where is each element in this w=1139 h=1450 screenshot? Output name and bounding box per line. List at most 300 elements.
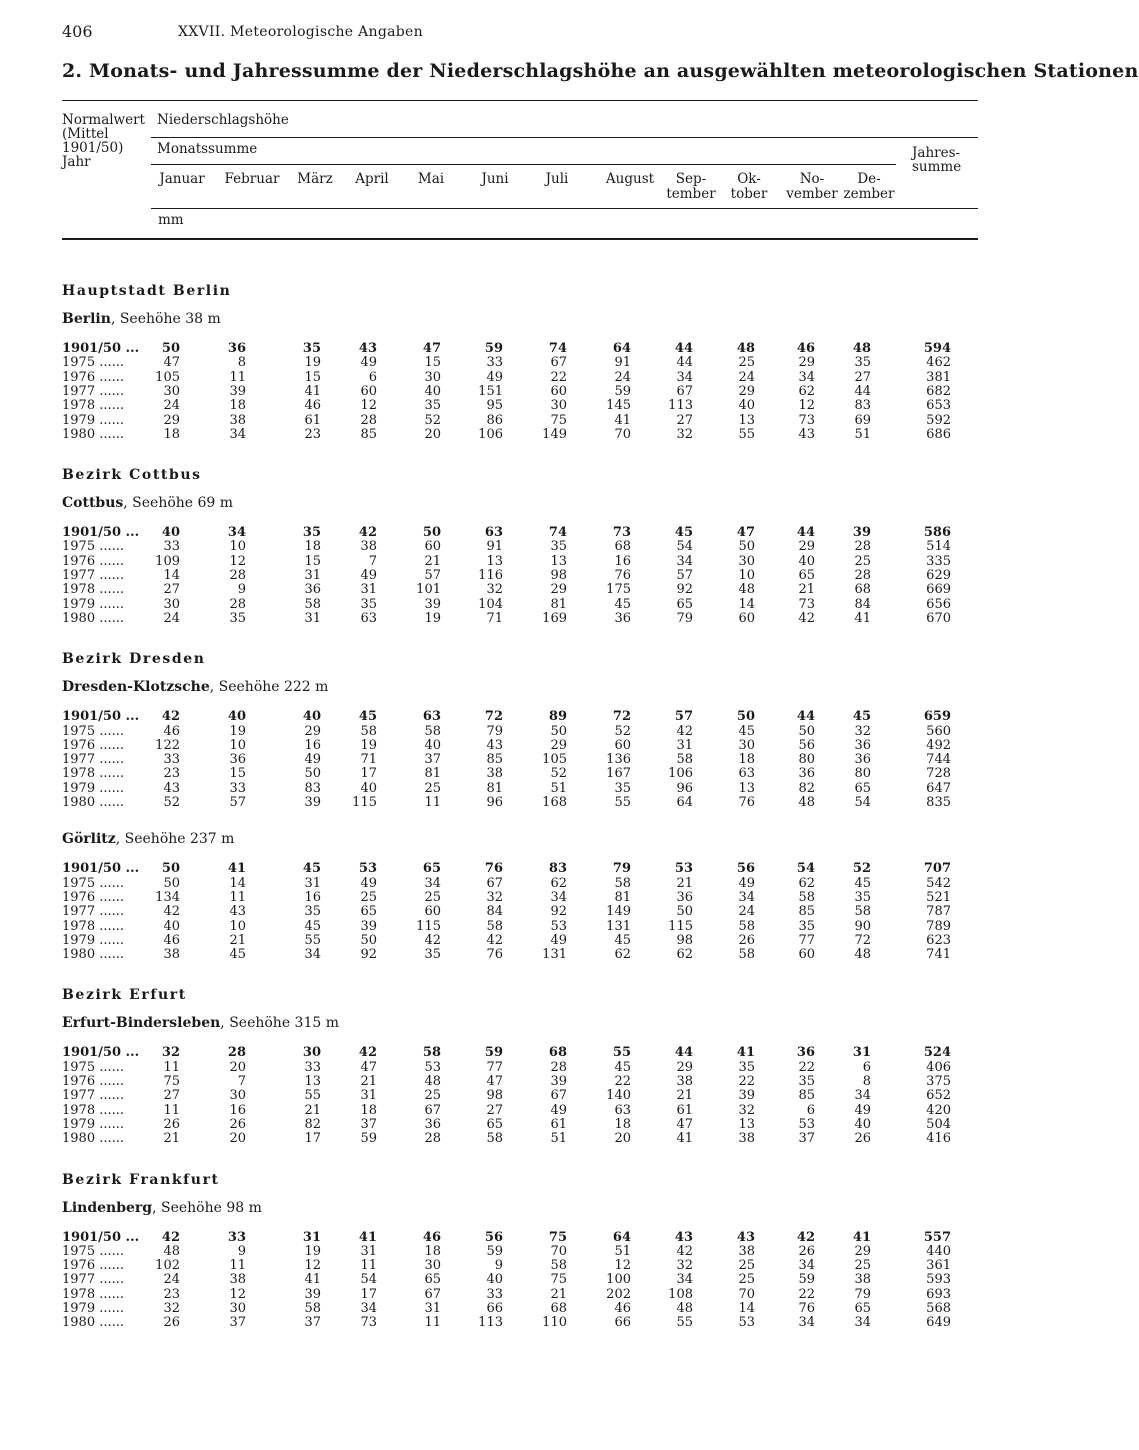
month-value-cell: 15: [424, 355, 441, 371]
month-value-cell: 32: [486, 582, 503, 598]
page-number: 406: [62, 22, 93, 41]
month-value-cell: 48: [736, 341, 755, 356]
table-row: [0, 1074, 1024, 1088]
month-value-cell: 22: [798, 1286, 815, 1302]
month-value-cell: 49: [738, 875, 755, 891]
month-value-cell: 167: [606, 766, 631, 782]
year-cell: 1901/50 ...: [62, 1045, 140, 1061]
year-cell: 1978 ......: [62, 1102, 125, 1118]
year-cell: 1975 ......: [62, 875, 125, 891]
month-value-cell: 52: [614, 723, 631, 739]
month-value-cell: 14: [229, 875, 246, 891]
month-header: März: [297, 171, 333, 187]
month-value-cell: 35: [798, 918, 815, 934]
month-value-cell: 34: [798, 369, 815, 385]
month-value-cell: 42: [796, 1229, 815, 1245]
year-cell: 1977 ......: [62, 904, 125, 920]
annual-total-cell: 560: [926, 723, 951, 739]
month-value-cell: 42: [163, 904, 180, 920]
month-header: zember: [843, 186, 895, 202]
month-value-cell: 13: [738, 1116, 755, 1132]
month-value-cell: 35: [360, 596, 377, 612]
month-value-cell: 58: [550, 1258, 567, 1274]
month-value-cell: 55: [304, 1088, 321, 1104]
month-value-cell: 85: [360, 426, 377, 442]
month-value-cell: 48: [424, 1074, 441, 1089]
month-value-cell: 58: [304, 1301, 321, 1316]
annual-total-cell: 649: [926, 1315, 951, 1331]
month-value-cell: 92: [676, 582, 693, 598]
month-value-cell: 11: [163, 1102, 180, 1118]
month-value-cell: 38: [738, 1243, 755, 1259]
month-value-cell: 41: [358, 1229, 377, 1245]
station-heading: [62, 311, 221, 327]
month-value-cell: 11: [229, 889, 246, 905]
month-value-cell: 63: [738, 766, 755, 782]
month-value-cell: 52: [550, 766, 567, 782]
month-value-cell: 85: [798, 1088, 815, 1104]
month-value-cell: 58: [422, 1045, 441, 1061]
month-value-cell: 62: [550, 875, 567, 891]
month-value-cell: 39: [424, 596, 441, 612]
month-value-cell: 10: [229, 737, 246, 753]
year-cell: 1980 ......: [62, 795, 125, 810]
month-value-cell: 57: [674, 709, 693, 725]
month-value-cell: 17: [360, 1286, 377, 1302]
month-value-cell: 17: [360, 766, 377, 782]
month-value-cell: 98: [676, 932, 693, 948]
month-value-cell: 13: [738, 780, 755, 796]
month-value-cell: 149: [606, 904, 631, 920]
month-value-cell: 24: [163, 398, 180, 414]
month-value-cell: 68: [550, 1301, 567, 1316]
month-value-cell: 24: [738, 369, 755, 385]
month-value-cell: 55: [676, 1315, 693, 1331]
month-value-cell: 23: [163, 766, 180, 782]
station-name: Lindenberg: [62, 1199, 153, 1216]
annual-total-cell: 659: [923, 709, 951, 725]
month-value-cell: 68: [854, 582, 871, 598]
month-value-cell: 43: [798, 426, 815, 442]
month-value-cell: 58: [676, 752, 693, 768]
annual-total-cell: 656: [926, 596, 951, 612]
month-value-cell: 45: [614, 932, 631, 948]
month-value-cell: 30: [738, 553, 755, 569]
station-heading: [62, 831, 234, 847]
month-value-cell: 43: [486, 737, 503, 753]
month-value-cell: 53: [798, 1116, 815, 1132]
year-cell: 1980 ......: [62, 610, 125, 626]
month-value-cell: 46: [163, 932, 180, 948]
month-value-cell: 31: [360, 1088, 377, 1104]
month-value-cell: 25: [854, 1258, 871, 1274]
unit-rule: [151, 208, 978, 209]
month-value-cell: 34: [229, 426, 246, 442]
month-value-cell: 79: [676, 610, 693, 626]
month-value-cell: 36: [229, 752, 246, 768]
month-value-cell: 49: [550, 932, 567, 948]
year-cell: 1979 ......: [62, 1116, 125, 1132]
year-cell: 1980 ......: [62, 426, 125, 442]
month-value-cell: 31: [852, 1045, 871, 1061]
month-value-cell: 49: [360, 355, 377, 371]
month-value-cell: 175: [606, 582, 631, 598]
table-row: [0, 1272, 1024, 1286]
month-value-cell: 59: [614, 383, 631, 399]
month-value-cell: 65: [854, 1301, 871, 1316]
month-value-cell: 38: [360, 539, 377, 555]
month-value-cell: 39: [304, 795, 321, 810]
month-value-cell: 60: [614, 737, 631, 753]
month-value-cell: 44: [796, 709, 815, 725]
month-value-cell: 43: [163, 780, 180, 796]
month-value-cell: 38: [486, 766, 503, 782]
region-heading: Hauptstadt Berlin: [62, 283, 232, 299]
month-value-cell: 53: [674, 861, 693, 877]
month-value-cell: 131: [542, 947, 567, 963]
month-value-cell: 33: [163, 539, 180, 555]
month-value-cell: 74: [548, 341, 567, 356]
month-value-cell: 53: [424, 1059, 441, 1075]
annual-header-line: summe: [912, 159, 962, 175]
annual-total-cell: 669: [926, 582, 951, 598]
month-value-cell: 40: [163, 918, 180, 934]
month-value-cell: 69: [854, 412, 871, 428]
year-cell: 1978 ......: [62, 582, 125, 598]
month-value-cell: 19: [304, 355, 321, 371]
station-name: Berlin: [62, 311, 111, 327]
month-value-cell: 61: [550, 1116, 567, 1132]
month-value-cell: 50: [161, 861, 180, 877]
month-value-cell: 20: [424, 426, 441, 442]
month-value-cell: 48: [798, 795, 815, 810]
year-cell: 1980 ......: [62, 1131, 125, 1147]
month-header: Mai: [417, 171, 445, 187]
year-cell: 1980 ......: [62, 947, 125, 963]
month-value-cell: 58: [486, 1131, 503, 1147]
month-value-cell: 27: [163, 582, 180, 598]
month-value-cell: 24: [614, 369, 631, 385]
month-value-cell: 83: [854, 398, 871, 414]
annual-total-cell: 416: [926, 1131, 951, 1147]
month-value-cell: 18: [163, 426, 180, 442]
month-value-cell: 45: [738, 723, 755, 739]
month-value-cell: 18: [424, 1243, 441, 1259]
table-row: [0, 861, 1024, 875]
month-value-cell: 71: [360, 752, 377, 768]
month-value-cell: 16: [229, 1102, 246, 1118]
month-header: August: [605, 171, 655, 187]
month-value-cell: 29: [738, 383, 755, 399]
month-value-cell: 80: [854, 766, 871, 782]
month-value-cell: 54: [796, 861, 815, 877]
month-header: Ok-: [737, 171, 761, 187]
month-value-cell: 12: [798, 398, 815, 414]
month-value-cell: 50: [161, 341, 180, 356]
table-row: [0, 933, 1024, 947]
month-value-cell: 41: [304, 383, 321, 399]
month-value-cell: 31: [360, 1243, 377, 1259]
year-cell: 1978 ......: [62, 1286, 125, 1302]
table-row: [0, 1131, 1024, 1145]
month-value-cell: 49: [360, 568, 377, 583]
month-value-cell: 30: [229, 1301, 246, 1316]
year-cell: 1977 ......: [62, 1088, 125, 1104]
station-elevation: , Seehöhe 315 m: [220, 1015, 340, 1032]
month-value-cell: 74: [548, 525, 567, 541]
month-value-cell: 25: [424, 1088, 441, 1104]
subgroup-header: Monatssumme: [157, 141, 258, 157]
month-header: Juli: [545, 171, 569, 187]
month-value-cell: 104: [478, 596, 503, 612]
month-value-cell: 67: [486, 875, 503, 891]
month-value-cell: 73: [798, 412, 815, 428]
region-heading: Bezirk Erfurt: [62, 987, 187, 1004]
station-name: Cottbus: [62, 495, 124, 512]
annual-total-cell: 420: [926, 1102, 951, 1118]
year-cell: 1978 ......: [62, 918, 125, 934]
month-value-cell: 46: [163, 723, 180, 739]
table-row: [0, 1103, 1024, 1117]
month-value-cell: 75: [163, 1074, 180, 1089]
month-value-cell: 11: [360, 1258, 377, 1274]
year-cell: 1976 ......: [62, 889, 125, 905]
month-value-cell: 11: [229, 369, 246, 385]
year-cell: 1975 ......: [62, 355, 125, 371]
year-cell: 1976 ......: [62, 369, 125, 385]
month-value-cell: 40: [798, 553, 815, 569]
month-value-cell: 6: [368, 369, 377, 385]
month-value-cell: 59: [486, 1243, 503, 1259]
annual-header-line: Jahres-: [912, 145, 961, 161]
month-value-cell: 50: [738, 539, 755, 555]
table-row: [0, 766, 1024, 780]
month-value-cell: 34: [854, 1315, 871, 1331]
month-value-cell: 83: [548, 861, 567, 877]
month-value-cell: 28: [550, 1059, 567, 1075]
annual-total-cell: 652: [926, 1088, 951, 1104]
month-value-cell: 50: [550, 723, 567, 739]
month-value-cell: 45: [614, 596, 631, 612]
month-value-cell: 65: [422, 861, 441, 877]
month-value-cell: 25: [360, 889, 377, 905]
month-value-cell: 9: [237, 582, 246, 598]
month-value-cell: 67: [424, 1102, 441, 1118]
station-name: Görlitz: [62, 831, 116, 848]
table-row: [0, 752, 1024, 766]
month-value-cell: 41: [852, 1229, 871, 1245]
table-row: [0, 781, 1024, 795]
month-value-cell: 41: [304, 1272, 321, 1288]
annual-total-cell: 406: [926, 1059, 951, 1075]
year-cell: 1975 ......: [62, 539, 125, 555]
month-value-cell: 26: [163, 1116, 180, 1132]
year-cell: 1980 ......: [62, 1315, 125, 1331]
table-row: [0, 539, 1024, 553]
month-value-cell: 53: [738, 1315, 755, 1331]
month-value-cell: 82: [798, 780, 815, 796]
month-value-cell: 89: [548, 709, 567, 725]
month-value-cell: 66: [614, 1315, 631, 1331]
month-value-cell: 71: [486, 610, 503, 626]
month-value-cell: 105: [155, 369, 180, 385]
table-row: [0, 876, 1024, 890]
month-value-cell: 32: [676, 1258, 693, 1274]
annual-total-cell: 586: [923, 525, 951, 541]
month-value-cell: 33: [227, 1229, 246, 1245]
month-value-cell: 35: [424, 398, 441, 414]
month-value-cell: 55: [304, 932, 321, 948]
month-value-cell: 45: [304, 918, 321, 934]
month-value-cell: 37: [229, 1315, 246, 1331]
month-value-cell: 75: [548, 1229, 567, 1245]
month-value-cell: 72: [612, 709, 631, 725]
month-value-cell: 84: [486, 904, 503, 920]
table-row: [0, 1301, 1024, 1315]
month-value-cell: 70: [738, 1286, 755, 1302]
month-value-cell: 34: [304, 947, 321, 963]
month-value-cell: 35: [424, 947, 441, 963]
month-value-cell: 59: [484, 341, 503, 356]
month-value-cell: 106: [478, 426, 503, 442]
month-value-cell: 81: [550, 596, 567, 612]
month-value-cell: 25: [854, 553, 871, 569]
month-value-cell: 45: [302, 861, 321, 877]
month-value-cell: 63: [484, 525, 503, 541]
month-value-cell: 18: [738, 752, 755, 768]
month-value-cell: 14: [163, 568, 180, 583]
month-value-cell: 42: [358, 525, 377, 541]
month-value-cell: 34: [854, 1088, 871, 1104]
month-value-cell: 44: [854, 383, 871, 399]
month-value-cell: 51: [550, 1131, 567, 1147]
month-value-cell: 76: [738, 795, 755, 810]
month-value-cell: 105: [542, 752, 567, 768]
month-value-cell: 41: [854, 610, 871, 626]
month-value-cell: 100: [606, 1272, 631, 1288]
month-value-cell: 57: [229, 795, 246, 810]
month-value-cell: 35: [302, 525, 321, 541]
month-value-cell: 73: [612, 525, 631, 541]
month-value-cell: 73: [798, 596, 815, 612]
month-value-cell: 16: [304, 889, 321, 905]
month-value-cell: 6: [862, 1059, 871, 1075]
month-value-cell: 8: [237, 355, 246, 371]
month-value-cell: 34: [798, 1315, 815, 1331]
month-value-cell: 109: [155, 553, 180, 569]
year-cell: 1977 ......: [62, 383, 125, 399]
station-elevation: , Seehöhe 98 m: [152, 1199, 262, 1216]
month-value-cell: 55: [612, 1045, 631, 1061]
annual-total-cell: 335: [926, 553, 951, 569]
month-value-cell: 151: [478, 383, 503, 399]
month-value-cell: 50: [422, 525, 441, 541]
month-value-cell: 131: [606, 918, 631, 934]
month-value-cell: 50: [676, 904, 693, 920]
month-value-cell: 77: [486, 1059, 503, 1075]
month-value-cell: 51: [854, 426, 871, 442]
month-value-cell: 37: [304, 1315, 321, 1331]
month-value-cell: 43: [674, 1229, 693, 1245]
month-value-cell: 13: [550, 553, 567, 569]
month-value-cell: 58: [424, 723, 441, 739]
month-value-cell: 37: [798, 1131, 815, 1147]
month-value-cell: 19: [229, 723, 246, 739]
month-value-cell: 29: [163, 412, 180, 428]
month-value-cell: 36: [796, 1045, 815, 1061]
month-value-cell: 36: [676, 889, 693, 905]
month-value-cell: 28: [227, 1045, 246, 1061]
month-value-cell: 47: [676, 1116, 693, 1132]
month-value-cell: 65: [360, 904, 377, 920]
annual-total-cell: 670: [926, 610, 951, 626]
month-header: Sep-: [675, 171, 707, 187]
year-cell: 1901/50 ...: [62, 861, 140, 877]
month-value-cell: 58: [798, 889, 815, 905]
month-value-cell: 42: [798, 610, 815, 626]
month-value-cell: 86: [486, 412, 503, 428]
month-value-cell: 45: [854, 875, 871, 891]
month-value-cell: 35: [614, 780, 631, 796]
month-value-cell: 115: [416, 918, 441, 934]
month-value-cell: 9: [237, 1243, 246, 1259]
month-value-cell: 57: [424, 568, 441, 583]
month-value-cell: 64: [676, 795, 693, 810]
month-value-cell: 12: [229, 553, 246, 569]
month-value-cell: 44: [674, 341, 693, 356]
month-value-cell: 21: [676, 875, 693, 891]
annual-total-cell: 744: [926, 752, 951, 768]
table-title: 2. Monats- und Jahressumme der Niederschlagshöhe an ausgewählten meteorologischen Stationen: [62, 60, 1139, 82]
month-value-cell: 106: [668, 766, 693, 782]
month-value-cell: 76: [486, 947, 503, 963]
month-value-cell: 22: [550, 369, 567, 385]
month-value-cell: 90: [854, 918, 871, 934]
month-value-cell: 32: [738, 1102, 755, 1118]
annual-total-cell: 835: [926, 795, 951, 810]
month-value-cell: 27: [676, 412, 693, 428]
annual-total-cell: 557: [923, 1229, 951, 1245]
table-row: [0, 947, 1024, 961]
month-value-cell: 46: [422, 1229, 441, 1245]
month-value-cell: 48: [676, 1301, 693, 1316]
month-value-cell: 65: [854, 780, 871, 796]
station-heading: [62, 679, 328, 695]
month-value-cell: 31: [676, 737, 693, 753]
month-value-cell: 31: [304, 568, 321, 583]
month-value-cell: 12: [614, 1258, 631, 1274]
month-value-cell: 54: [854, 795, 871, 810]
month-value-cell: 60: [738, 610, 755, 626]
month-value-cell: 47: [736, 525, 755, 541]
year-cell: 1979 ......: [62, 780, 125, 796]
month-value-cell: 60: [424, 904, 441, 920]
month-value-cell: 29: [550, 737, 567, 753]
month-value-cell: 47: [360, 1059, 377, 1075]
table-row: [0, 795, 1024, 809]
month-value-cell: 76: [614, 568, 631, 583]
month-value-cell: 35: [738, 1059, 755, 1075]
month-value-cell: 43: [358, 341, 377, 356]
month-value-cell: 53: [358, 861, 377, 877]
month-value-cell: 36: [798, 766, 815, 782]
month-value-cell: 29: [798, 539, 815, 555]
month-value-cell: 42: [161, 1229, 180, 1245]
month-value-cell: 44: [676, 355, 693, 371]
month-value-cell: 42: [676, 723, 693, 739]
annual-total-cell: 504: [926, 1116, 951, 1132]
month-value-cell: 10: [229, 918, 246, 934]
